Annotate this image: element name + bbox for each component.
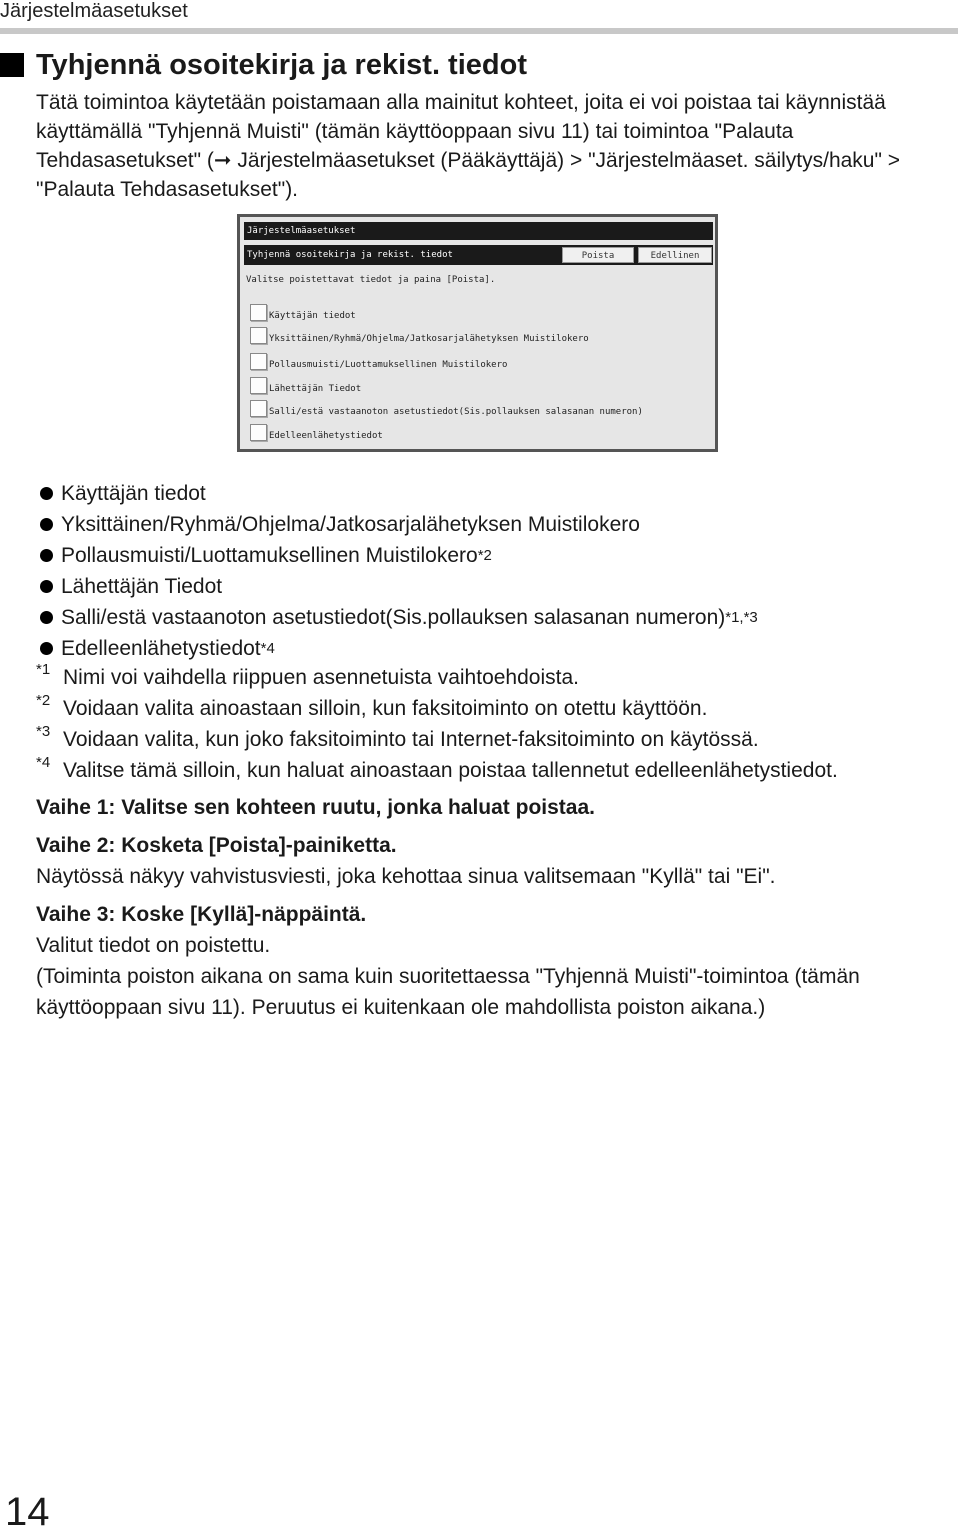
steps — [36, 792, 946, 1023]
bullet-icon — [40, 487, 53, 500]
step-3-note: (Toiminta poiston aikana on sama kuin suoritettaessa "Tyhjennä Muisti"-toimintoa (tämän käyttöoppaan sivu 11). Peruutus ei kuitenkaan ole mahdollista poiston aikana.) — [36, 965, 860, 1019]
bullet-icon — [40, 611, 53, 624]
checkbox[interactable] — [250, 424, 267, 441]
intro-paragraph — [36, 88, 946, 204]
square-bullet-icon — [0, 53, 24, 77]
checkbox[interactable] — [250, 353, 267, 370]
bullet-icon — [40, 642, 53, 655]
list-item: Käyttäjän tiedot — [40, 478, 758, 509]
list-item: Edelleenlähetystiedot *4 — [40, 633, 758, 664]
option-receive-settings[interactable] — [250, 400, 643, 417]
step-1-heading: Vaihe 1: Valitse sen kohteen ruutu, jonka haluat poistaa. — [36, 796, 595, 819]
step-3-heading: Vaihe 3: Koske [Kyllä]-näppäintä. — [36, 903, 367, 926]
step-2-heading: Vaihe 2: Kosketa [Poista]-painiketta. — [36, 834, 397, 857]
list-item: Yksittäinen/Ryhmä/Ohjelma/Jatkosarjalähetyksen Muistilokero — [40, 509, 758, 540]
screen-instruction: Valitse poistettavat tiedot ja paina [Poista]. — [246, 275, 496, 285]
section-title-text: Tyhjennä osoitekirja ja rekist. tiedot — [36, 49, 527, 81]
checkbox[interactable] — [250, 400, 267, 417]
settings-screen — [237, 214, 718, 452]
step-3-text: Valitut tiedot on poistettu. — [36, 934, 271, 957]
option-memory-box[interactable] — [250, 327, 589, 344]
header-rule — [0, 28, 958, 34]
footnote: *4 Valitse tämä silloin, kun haluat ainoastaan poistaa tallennetut edelleenlähetystiedot. — [36, 755, 838, 786]
option-label: Salli/estä vastaanoton asetustiedot(Sis.pollauksen salasanan numeron) — [269, 407, 643, 417]
option-label: Edelleenlähetystiedot — [269, 431, 383, 441]
checkbox[interactable] — [250, 377, 267, 394]
delete-button[interactable]: Poista — [562, 247, 634, 263]
bullet-icon — [40, 549, 53, 562]
footnote-mark: *3 — [36, 722, 51, 740]
option-label: Käyttäjän tiedot — [269, 311, 356, 321]
list-item: Salli/estä vastaanoton asetustiedot(Sis.pollauksen salasanan numeron) *1,*3 — [40, 602, 758, 633]
bullet-icon — [40, 580, 53, 593]
intro-text-2: Järjestelmäasetukset (Pääkäyttäjä) > "Järjestelmäaset. säilytys/haku" > "Palauta Tehdasasetukset"). — [36, 149, 901, 201]
footnote-mark: *1 — [36, 660, 51, 678]
option-user-data[interactable] — [250, 304, 356, 321]
running-head: Järjestelmäasetukset — [0, 0, 188, 22]
option-sender-data[interactable] — [250, 377, 361, 394]
step-2-text: Näytössä näkyy vahvistusviesti, joka kehottaa sinua valitsemaan "Kyllä" tai "Ei". — [36, 865, 776, 888]
footnote: *1 Nimi voi vaihdella riippuen asennetuista vaihtoehdoista. — [36, 662, 838, 693]
intro-text-1: Tätä toimintoa käytetään poistamaan alla mainitut kohteet, joita ei voi poistaa tai käynnistää käyttämällä "Tyhjennä Muisti" (tämän käyttöoppaan sivu 11) tai toimintoa "Palauta Tehdasasetukset" ( — [36, 91, 886, 172]
footnote: *3 Voidaan valita, kun joko faksitoiminto tai Internet-faksitoiminto on käytössä. — [36, 724, 838, 755]
back-button[interactable]: Edellinen — [638, 247, 712, 263]
option-forwarding-data[interactable] — [250, 424, 383, 441]
footnotes — [36, 662, 838, 786]
checkbox[interactable] — [250, 327, 267, 344]
list-item: Pollausmuisti/Luottamuksellinen Muistilokero *2 — [40, 540, 758, 571]
option-label: Yksittäinen/Ryhmä/Ohjelma/Jatkosarjalähetyksen Muistilokero — [269, 334, 589, 344]
footnote-mark: *4 — [36, 753, 51, 771]
screen-subtitle: Tyhjennä osoitekirja ja rekist. tiedot — [244, 245, 713, 265]
bullet-icon — [40, 518, 53, 531]
option-label: Lähettäjän Tiedot — [269, 384, 362, 394]
item-list — [40, 478, 758, 664]
option-polling-memory[interactable] — [250, 353, 507, 370]
section-title — [0, 48, 527, 82]
footnote: *2 Voidaan valita ainoastaan silloin, kun faksitoiminto on otettu käyttöön. — [36, 693, 838, 724]
arrow-right-icon: ➞ — [213, 148, 232, 172]
screen-title: Järjestelmäasetukset — [244, 222, 713, 240]
checkbox[interactable] — [250, 304, 267, 321]
page-number: 14 — [5, 1490, 50, 1534]
list-item: Lähettäjän Tiedot — [40, 571, 758, 602]
option-label: Pollausmuisti/Luottamuksellinen Muistilokero — [269, 360, 508, 370]
footnote-mark: *2 — [36, 691, 51, 709]
